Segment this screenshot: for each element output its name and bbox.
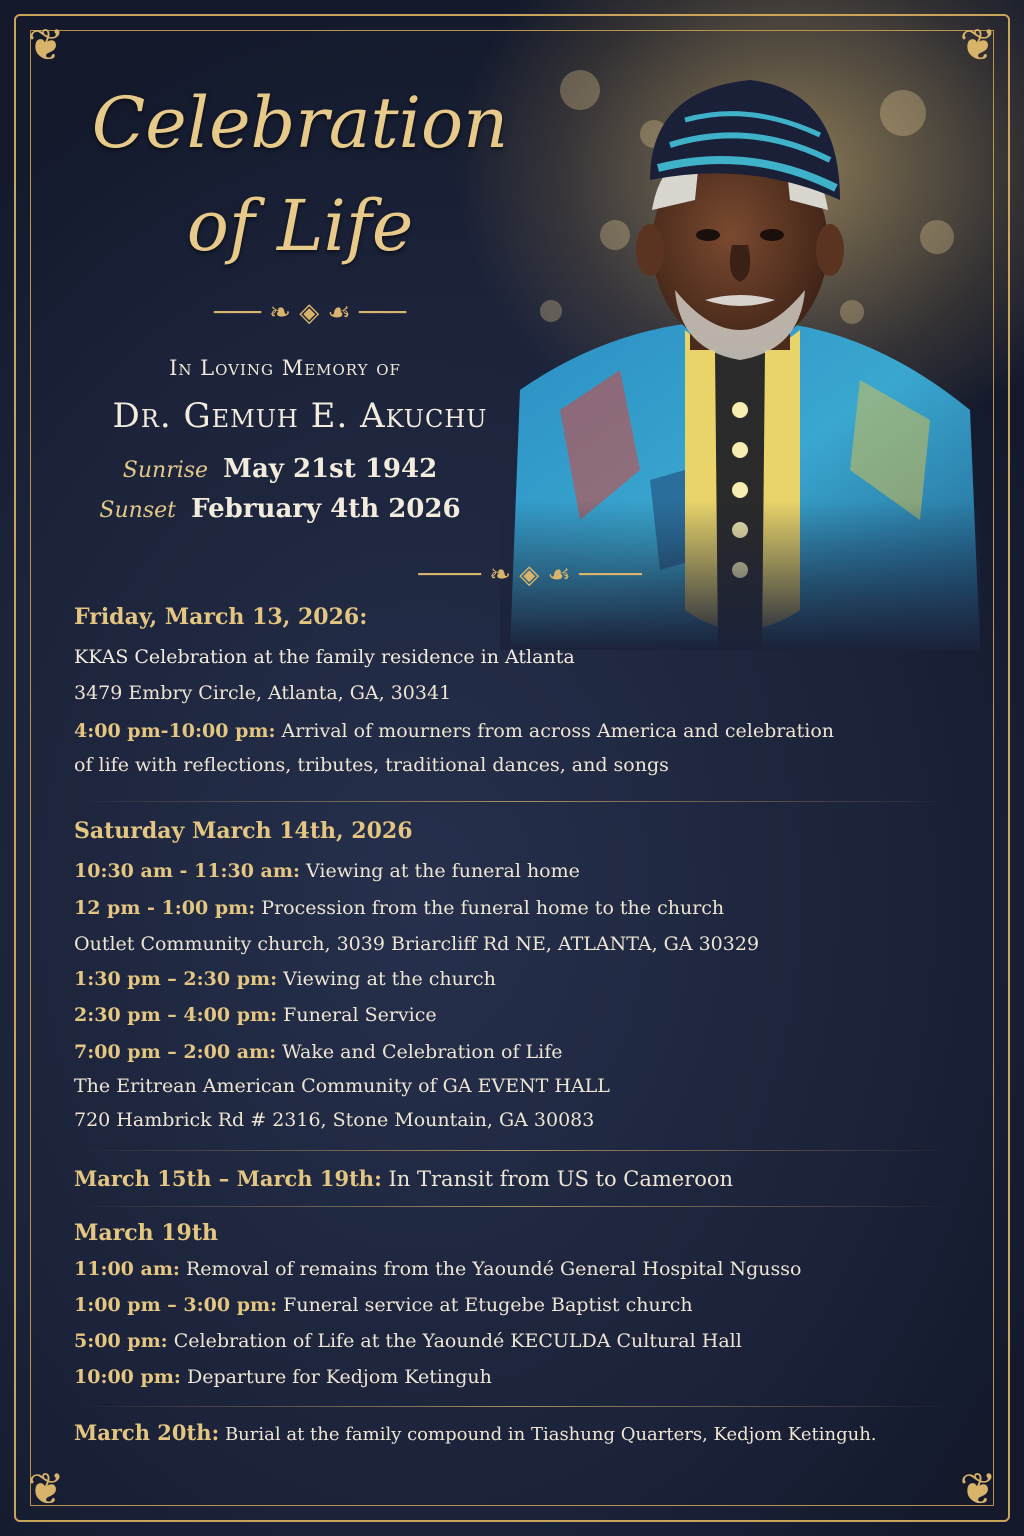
friday-desc1: Arrival of mourners from across America and celebration	[275, 720, 835, 742]
memory-label: In Loving Memory of	[169, 356, 401, 380]
item-text: Removal of remains from the Yaoundé General Hospital Ngusso	[179, 1258, 802, 1280]
saturday-item	[74, 1109, 594, 1131]
march19-item	[74, 1330, 742, 1352]
deceased-name: Dr. Gemuh E. Akuchu	[112, 396, 488, 436]
item-text: The Eritrean American Community of GA EVENT HALL	[74, 1075, 610, 1097]
item-text: Funeral Service	[277, 1004, 437, 1026]
saturday-item	[74, 1075, 610, 1097]
item-text: Procession from the funeral home to the church	[255, 897, 725, 919]
item-time: 5:00 pm:	[74, 1330, 168, 1352]
title-of-life: of Life	[186, 185, 414, 267]
item-text: Departure for Kedjom Ketinguh	[180, 1366, 492, 1388]
saturday-item	[74, 1041, 563, 1063]
burial-date: March 20th:	[74, 1420, 220, 1445]
item-text: Viewing at the church	[277, 968, 496, 990]
saturday-item	[74, 1004, 437, 1026]
sunrise-label: Sunrise	[122, 458, 209, 483]
friday-time-row	[74, 720, 834, 742]
saturday-item	[74, 860, 580, 882]
section-divider	[74, 1406, 954, 1407]
friday-address: 3479 Embry Circle, Atlanta, GA, 30341	[74, 682, 452, 704]
burial-section	[74, 1420, 954, 1450]
sunset-row	[40, 494, 520, 524]
march19-heading: March 19th	[74, 1220, 219, 1246]
section-divider	[74, 1150, 954, 1151]
section-divider	[74, 1206, 954, 1207]
ornament-corner-icon: ❦	[27, 20, 65, 71]
saturday-item	[74, 897, 724, 919]
item-text: 720 Hambrick Rd # 2316, Stone Mountain, GA 30083	[74, 1109, 595, 1131]
item-text: Outlet Community church, 3039 Briarcliff Rd NE, ATLANTA, GA 30329	[74, 933, 760, 955]
saturday-item	[74, 968, 496, 990]
item-text: Viewing at the funeral home	[299, 860, 580, 882]
friday-event: KKAS Celebration at the family residence in Atlanta	[74, 646, 575, 668]
transit-text: In Transit from US to Cameroon	[381, 1167, 734, 1191]
item-time: 11:00 am:	[74, 1258, 180, 1280]
march19-item	[74, 1258, 801, 1280]
burial-row	[74, 1420, 877, 1445]
march19-section	[74, 1220, 954, 1400]
item-time: 7:00 pm – 2:00 am:	[74, 1041, 277, 1063]
saturday-section	[74, 818, 954, 1138]
transit-dates: March 15th – March 19th:	[74, 1166, 382, 1191]
friday-time: 4:00 pm-10:00 pm:	[74, 720, 276, 742]
ornament-corner-icon: ❦	[959, 20, 997, 71]
ornament-corner-icon: ❦	[959, 1464, 997, 1515]
transit-row	[74, 1166, 733, 1191]
sunrise-row	[40, 454, 520, 484]
flourish-divider-icon: ─── ❧ ◈ ☙ ───	[213, 298, 407, 328]
item-time: 10:00 pm:	[74, 1366, 181, 1388]
sunrise-date: May 21st 1942	[223, 454, 438, 484]
item-text: Wake and Celebration of Life	[276, 1041, 563, 1063]
friday-heading: Friday, March 13, 2026:	[74, 604, 368, 630]
section-divider	[74, 801, 954, 802]
item-time: 10:30 am - 11:30 am:	[74, 860, 300, 882]
burial-text: Burial at the family compound in Tiashung Quarters, Kedjom Ketinguh.	[219, 1424, 877, 1445]
item-time: 2:30 pm – 4:00 pm:	[74, 1004, 278, 1026]
ornament-corner-icon: ❦	[27, 1464, 65, 1515]
sunset-label: Sunset	[99, 498, 176, 523]
friday-section	[74, 604, 954, 784]
sunset-date: February 4th 2026	[191, 494, 461, 524]
item-time: 12 pm - 1:00 pm:	[74, 897, 256, 919]
item-text: Funeral service at Etugebe Baptist church	[277, 1294, 693, 1316]
friday-desc2: of life with reflections, tributes, traditional dances, and songs	[74, 754, 669, 776]
saturday-heading: Saturday March 14th, 2026	[74, 818, 413, 844]
saturday-item	[74, 933, 759, 955]
item-text: Celebration of Life at the Yaoundé KECULDA Cultural Hall	[167, 1330, 742, 1352]
item-time: 1:00 pm – 3:00 pm:	[74, 1294, 278, 1316]
march19-item	[74, 1366, 492, 1388]
march19-item	[74, 1294, 693, 1316]
transit-section	[74, 1166, 954, 1196]
item-time: 1:30 pm – 2:30 pm:	[74, 968, 278, 990]
flourish-divider-icon: ──── ❧ ◈ ☙ ────	[418, 560, 642, 590]
title-celebration: Celebration	[91, 82, 509, 164]
